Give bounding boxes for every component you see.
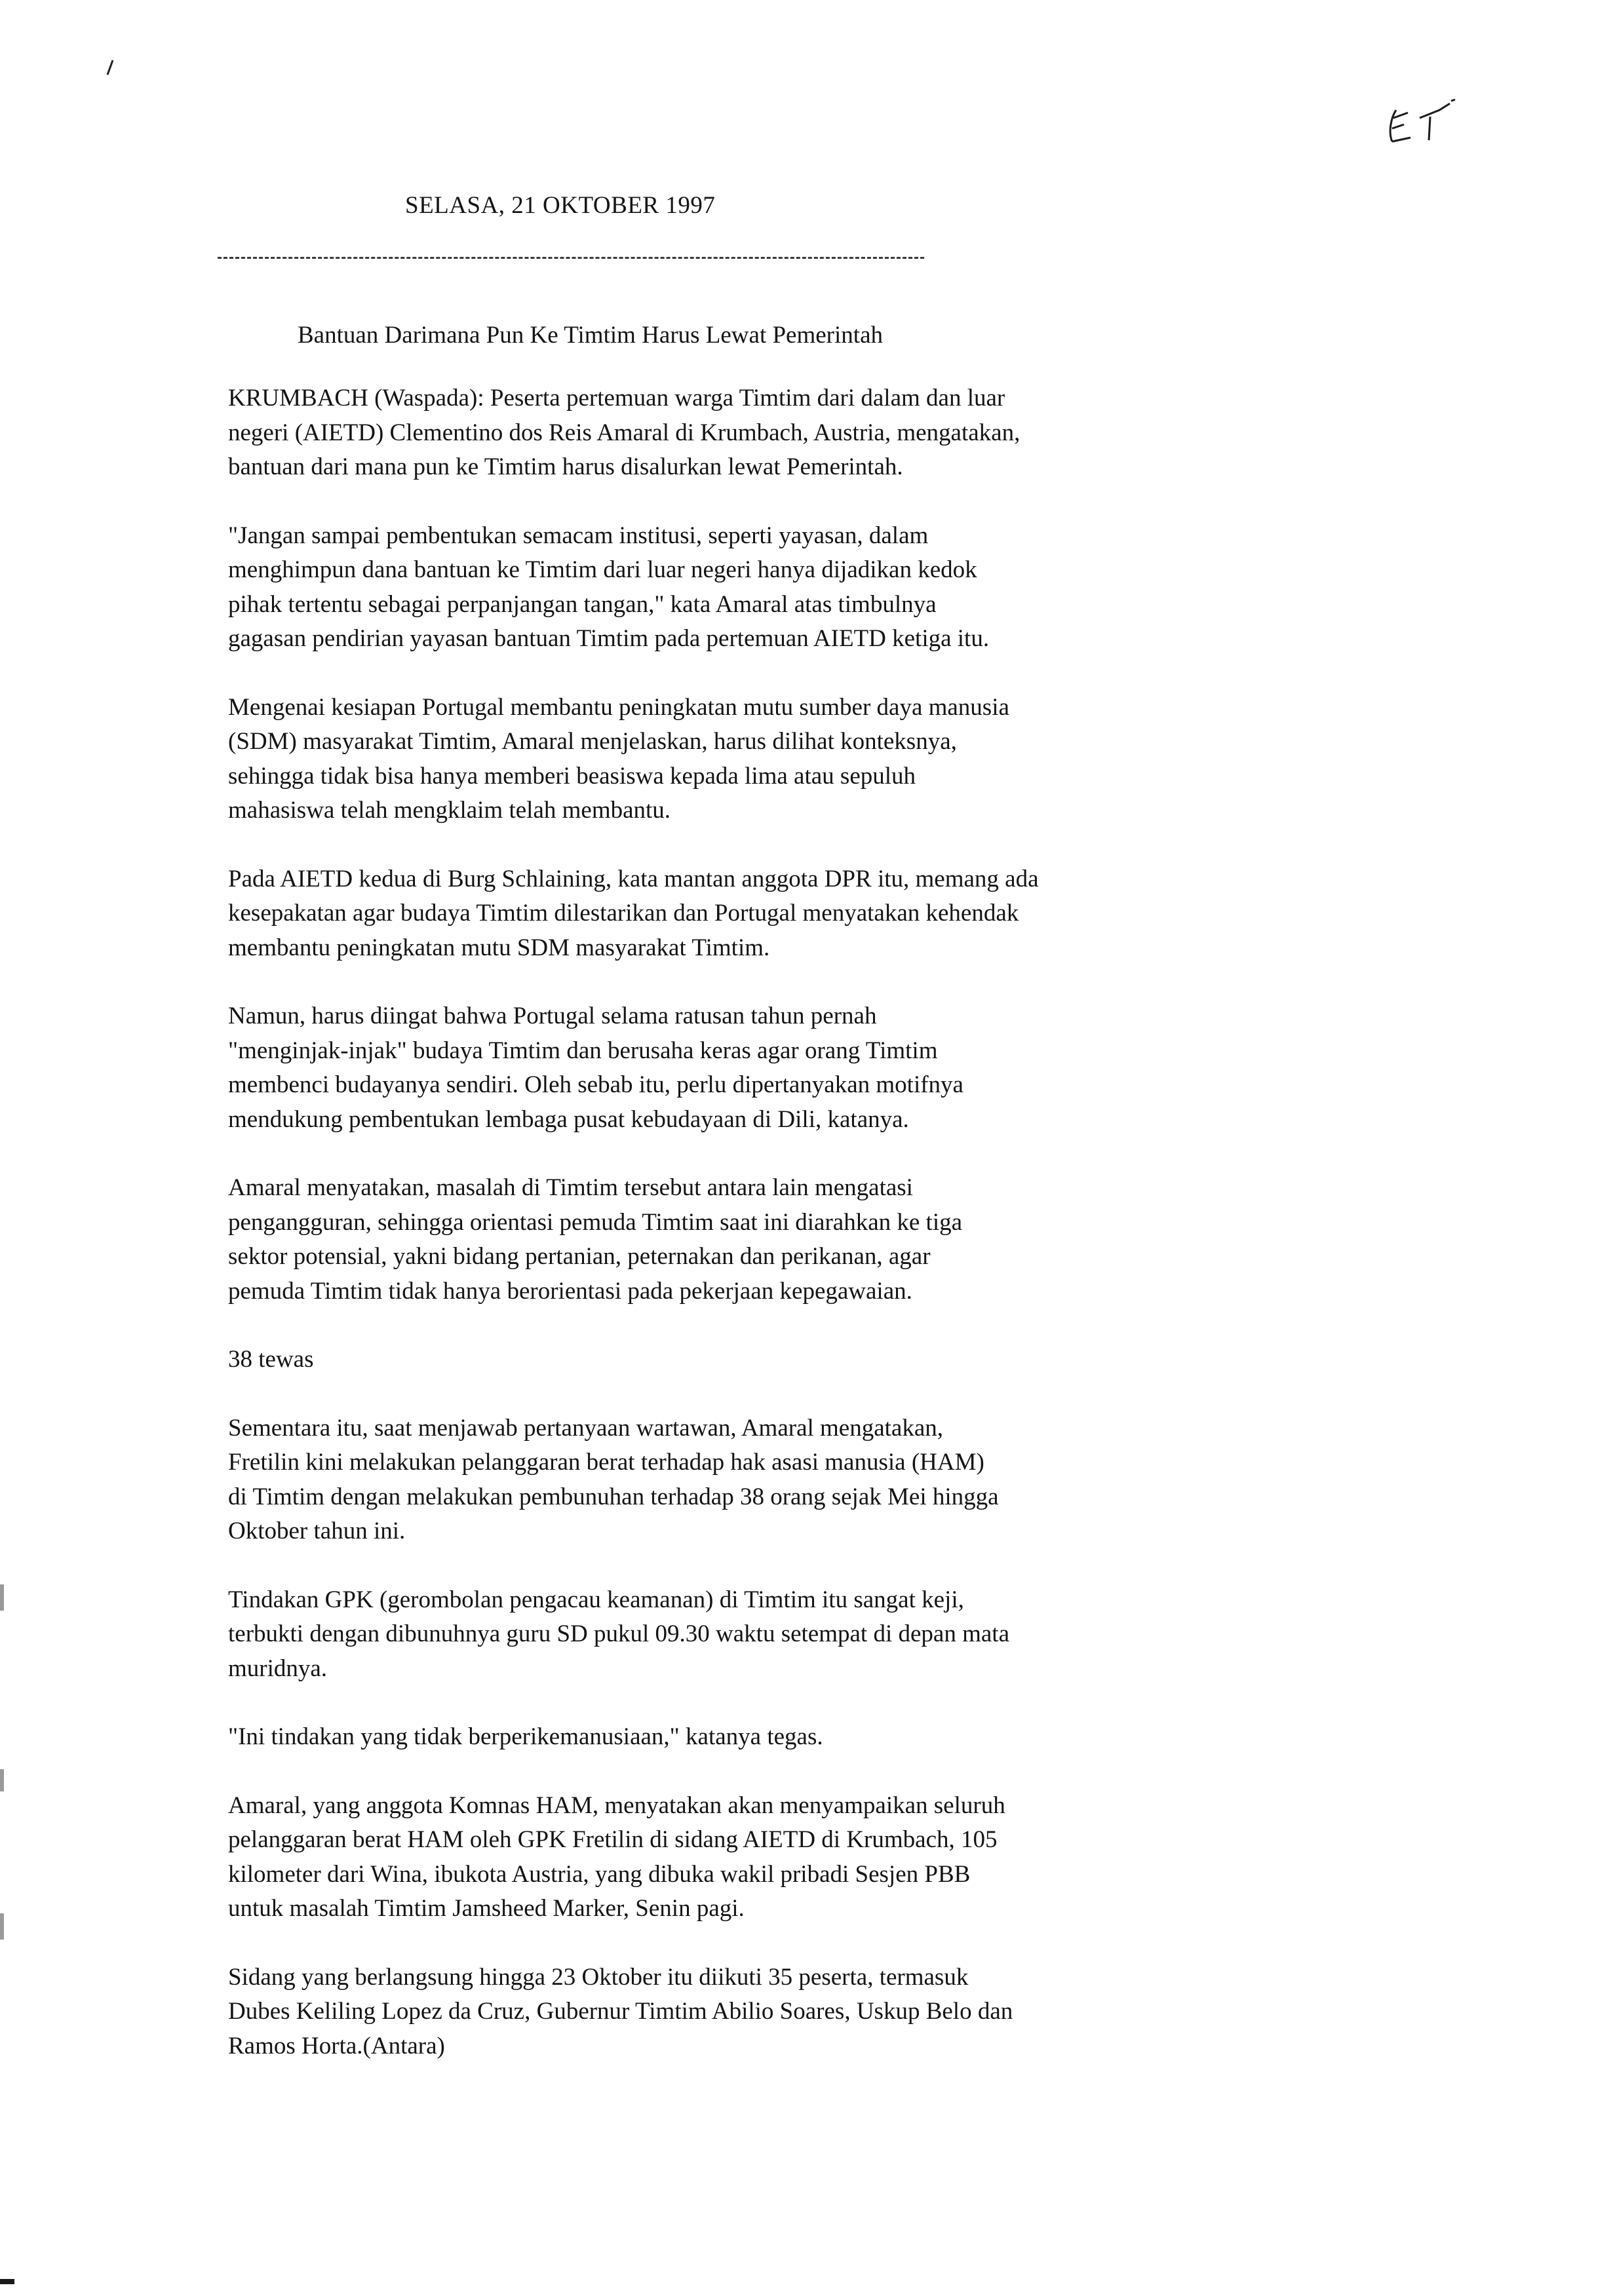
text-line: kesepakatan agar budaya Timtim dilestarikan dan Portugal menyatakan kehendak — [228, 900, 1019, 927]
article-body — [228, 381, 1224, 2097]
scan-corner-mark — [0, 2279, 14, 2284]
handwritten-annotation-mark — [1382, 98, 1460, 151]
text-line: sektor potensial, yakni bidang pertanian, peternakan dan perikanan, agar — [228, 1243, 931, 1270]
text-line: Tindakan GPK (gerombolan pengacau keamanan) di Timtim itu sangat keji, — [228, 1586, 964, 1613]
text-line: pemuda Timtim tidak hanya berorientasi pada pekerjaan kepegawaian. — [228, 1277, 912, 1305]
scan-edge-mark — [0, 1913, 4, 1940]
text-line: (SDM) masyarakat Timtim, Amaral menjelaskan, harus dilihat konteksnya, — [228, 728, 957, 755]
paragraph-11 — [228, 1961, 1224, 2064]
text-line: membenci budayanya sendiri. Oleh sebab itu, perlu dipertanyakan motifnya — [228, 1071, 963, 1098]
text-line: untuk masalah Timtim Jamsheed Marker, Senin pagi. — [228, 1895, 745, 1922]
text-line: kilometer dari Wina, ibukota Austria, yang dibuka wakil pribadi Sesjen PBB — [228, 1860, 971, 1888]
text-line: Ramos Horta.(Antara) — [228, 2032, 445, 2059]
text-line: di Timtim dengan melakukan pembunuhan terhadap 38 orang sejak Mei hingga — [228, 1483, 999, 1510]
text-line: bantuan dari mana pun ke Timtim harus disalurkan lewat Pemerintah. — [228, 453, 903, 480]
text-line: pelanggaran berat HAM oleh GPK Fretilin di sidang AIETD di Krumbach, 105 — [228, 1826, 998, 1853]
dashed-separator — [218, 257, 924, 259]
scan-edge-mark — [0, 1769, 4, 1791]
paragraph-6 — [228, 1171, 1224, 1309]
text-line: pihak tertentu sebagai perpanjangan tangan," kata Amaral atas timbulnya — [228, 590, 937, 618]
paragraph-3 — [228, 691, 1224, 828]
text-line: Sidang yang berlangsung hingga 23 Oktober itu diikuti 35 peserta, termasuk — [228, 1963, 969, 1991]
text-line: Fretilin kini melakukan pelanggaran berat terhadap hak asasi manusia (HAM) — [228, 1449, 984, 1476]
paragraph-10 — [228, 1789, 1224, 1926]
text-line: menghimpun dana bantuan ke Timtim dari luar negeri hanya dijadikan kedok — [228, 556, 977, 583]
paragraph-7 — [228, 1411, 1224, 1549]
text-line: Sementara itu, saat menjawab pertanyaan wartawan, Amaral mengatakan, — [228, 1414, 944, 1442]
text-line: sehingga tidak bisa hanya memberi beasiswa kepada lima atau sepuluh — [228, 762, 916, 790]
text-line: Pada AIETD kedua di Burg Schlaining, kata mantan anggota DPR itu, memang ada — [228, 865, 1039, 892]
text-line: mendukung pembentukan lembaga pusat kebudayaan di Dili, katanya. — [228, 1105, 909, 1133]
paragraph-1 — [228, 381, 1224, 485]
text-line: negeri (AIETD) Clementino dos Reis Amaral di Krumbach, Austria, mengatakan, — [228, 419, 1021, 446]
paragraph-4 — [228, 862, 1224, 966]
text-line: "Ini tindakan yang tidak berperikemanusiaan," katanya tegas. — [228, 1723, 823, 1750]
text-line: "Jangan sampai pembentukan semacam institusi, seperti yayasan, dalam — [228, 522, 929, 549]
paragraph-5 — [228, 999, 1224, 1137]
paragraph-9 — [228, 1720, 1224, 1755]
subheading: 38 tewas — [228, 1346, 314, 1373]
text-line: Mengenai kesiapan Portugal membantu peningkatan mutu sumber daya manusia — [228, 693, 1009, 721]
text-line: pengangguran, sehingga orientasi pemuda Timtim saat ini diarahkan ke tiga — [228, 1208, 963, 1236]
text-line: "menginjak-injak" budaya Timtim dan berusaha keras agar orang Timtim — [228, 1037, 938, 1064]
text-line: Namun, harus diingat bahwa Portugal selama ratusan tahun pernah — [228, 1003, 877, 1029]
text-line: Amaral menyatakan, masalah di Timtim tersebut antara lain mengatasi — [228, 1174, 913, 1201]
text-line: gagasan pendirian yayasan bantuan Timtim pada pertemuan AIETD ketiga itu. — [228, 625, 990, 652]
text-line: Oktober tahun ini. — [228, 1518, 406, 1544]
dateline: SELASA, 21 OKTOBER 1997 — [405, 192, 716, 219]
paragraph-8 — [228, 1583, 1224, 1687]
text-line: mahasiswa telah mengklaim telah membantu. — [228, 797, 671, 824]
text-line: terbukti dengan dibunuhnya guru SD pukul 09.30 waktu setempat di depan mata — [228, 1620, 1009, 1647]
text-line: Dubes Keliling Lopez da Cruz, Gubernur Timtim Abilio Soares, Uskup Belo dan — [228, 1998, 1013, 2025]
text-line: membantu peningkatan mutu SDM masyarakat Timtim. — [228, 934, 770, 961]
paragraph-2 — [228, 519, 1224, 657]
headline: Bantuan Darimana Pun Ke Timtim Harus Lewat Pemerintah — [298, 322, 883, 349]
scan-edge-mark — [0, 1584, 4, 1611]
text-line: muridnya. — [228, 1655, 328, 1682]
text-line: Amaral, yang anggota Komnas HAM, menyatakan akan menyampaikan seluruh — [228, 1791, 1005, 1819]
text-line: KRUMBACH (Waspada): Peserta pertemuan warga Timtim dari dalam dan luar — [228, 385, 1005, 411]
stray-pen-mark — [104, 58, 117, 77]
